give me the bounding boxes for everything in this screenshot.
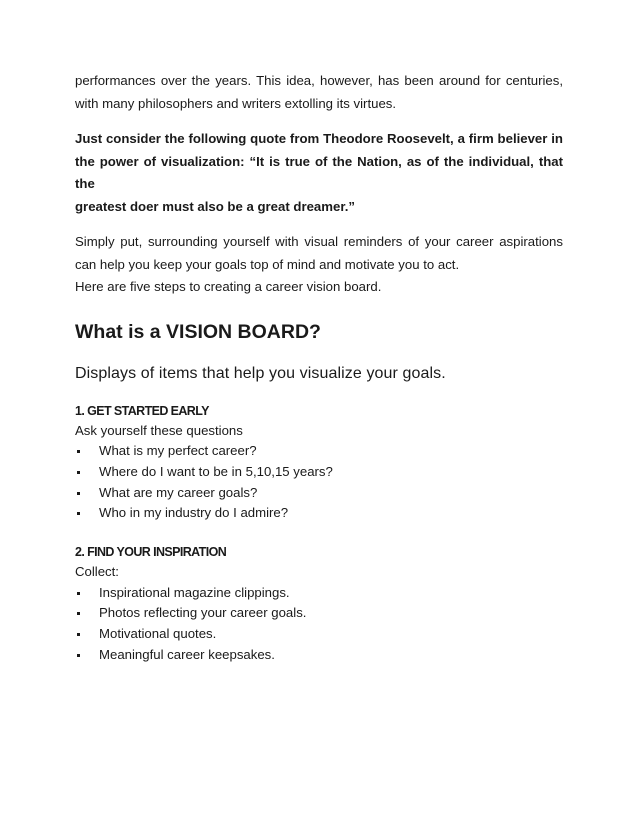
list-item: Meaningful career keepsakes. <box>75 645 563 666</box>
summary-line-2: can help you keep your goals top of mind and motivate you to act. <box>75 256 460 272</box>
summary-line-1: Simply put, surrounding yourself with visual reminders of your career aspirations <box>75 234 563 249</box>
list-item: What are my career goals? <box>75 483 563 504</box>
section-subheading: Displays of items that help you visualize your goals. <box>75 364 446 382</box>
step-2-title: 2. FIND YOUR INSPIRATION <box>75 545 227 560</box>
bullet-square-icon <box>77 492 80 495</box>
quote-line-2: the power of visualization: “It is true of the Nation, as of the individual, that the <box>75 153 563 191</box>
intro-paragraph <box>75 70 563 115</box>
bullet-square-icon <box>77 592 80 595</box>
section-heading: What is a VISION BOARD? <box>75 320 321 343</box>
intro-line-2: with many philosophers and writers extolling its virtues. <box>75 95 397 111</box>
roosevelt-quote-paragraph <box>75 128 563 218</box>
summary-paragraph <box>75 231 563 299</box>
list-item: Motivational quotes. <box>75 624 563 645</box>
bullet-square-icon <box>77 633 80 636</box>
bullet-square-icon <box>77 654 80 657</box>
bullet-square-icon <box>77 512 80 515</box>
list-item: Who in my industry do I admire? <box>75 503 563 524</box>
intro-line-1: performances over the years. This idea, however, has been around for centuries, <box>75 73 563 88</box>
document-page <box>75 70 563 666</box>
list-item: Photos reflecting your career goals. <box>75 603 563 624</box>
list-item: Where do I want to be in 5,10,15 years? <box>75 462 563 483</box>
bullet-square-icon <box>77 471 80 474</box>
list-item: What is my perfect career? <box>75 441 563 462</box>
step-1-title: 1. GET STARTED EARLY <box>75 403 209 418</box>
step-2-collect-list <box>75 583 563 666</box>
list-item: Inspirational magazine clippings. <box>75 583 563 604</box>
summary-line-3: Here are five steps to creating a career vision board. <box>75 279 382 294</box>
bullet-square-icon <box>77 450 80 453</box>
quote-line-1: Just consider the following quote from Theodore Roosevelt, a firm believer in <box>75 131 563 146</box>
step-1-lead: Ask yourself these questions <box>75 422 243 438</box>
quote-line-3: greatest doer must also be a great dreamer.” <box>75 198 355 214</box>
step-2-lead: Collect: <box>75 564 119 580</box>
step-1-question-list <box>75 441 563 524</box>
bullet-square-icon <box>77 612 80 615</box>
